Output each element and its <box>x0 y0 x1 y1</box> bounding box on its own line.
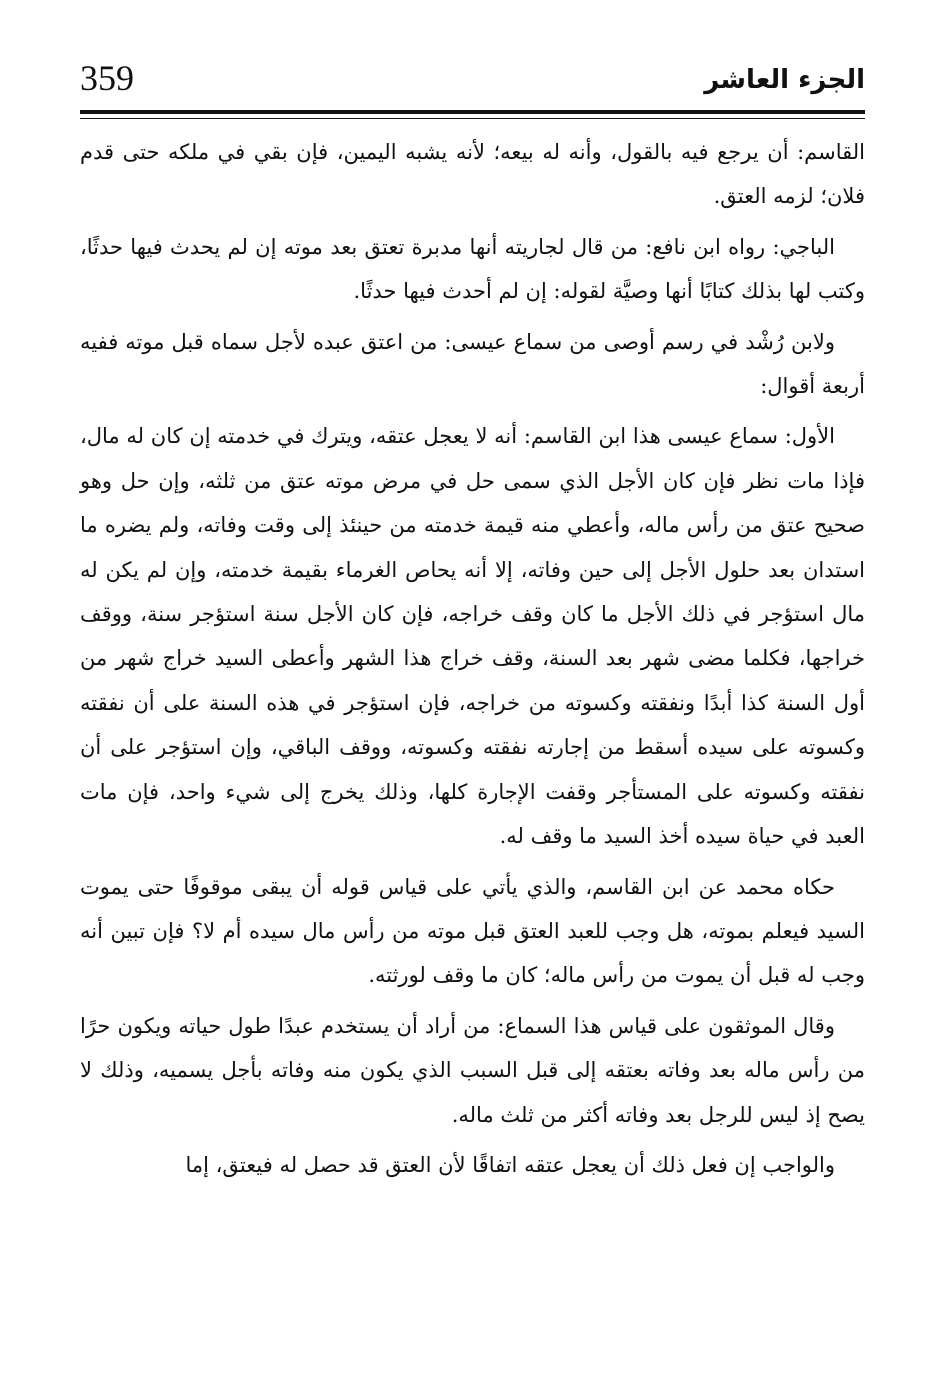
paragraph: الأول: سماع عيسى هذا ابن القاسم: أنه لا يعجل عتقه، ويترك في خدمته إن كان له مال، فإذا مات نظر فإن كان الأجل الذي سمى حل في مرض موته عتق من ثلثه، وإن حل وهو صحيح عتق من رأس ماله، وأعطي منه قيمة خدمته من حينئذ إلى وقت وفاته، ولم يضره ما استدان بعد حلول الأجل إلى حين وفاته، إلا أنه يحاص الغرماء بقيمة خدمته، وإن لم يكن له مال استؤجر في ذلك الأجل ما كان وقف خراجه، فإن كان الأجل سنة استؤجر سنة، ووقف خراجها، فكلما مضى شهر بعد السنة، وقف خراج هذا الشهر وأعطى السيد خراج شهر من أول السنة كذا أبدًا ونفقته وكسوته من خراجه، فإن استؤجر في هذه السنة على أن نفقته وكسوته على سيده أسقط من إجارته نفقته وكسوته، ووقف الباقي، وإن استؤجر على أن نفقته وكسوته على المستأجر وقفت الإجارة كلها، وذلك يخرج إلى شيء واحد، فإن مات العبد في حياة سيده أخذ السيد ما وقف له. <box>80 424 865 849</box>
paragraph: القاسم: أن يرجع فيه بالقول، وأنه له بيعه؛ لأنه يشبه اليمين، فإن بقي في ملكه حتى قدم فلان؛ لزمه العتق. <box>80 140 865 209</box>
paragraph: وقال الموثقون على قياس هذا السماع: من أراد أن يستخدم عبدًا طول حياته ويكون حرًا من رأس ماله بعد وفاته بعتقه إلى قبل السبب الذي يكون منه وفاته بأجل يسميه، وذلك لا يصح إذ ليس للرجل بعد وفاته أكثر من ثلث ماله. <box>80 1013 865 1127</box>
paragraph: الباجي: رواه ابن نافع: من قال لجاريته أنها مدبرة تعتق بعد موته إن لم يحدث فيها حدثًا، وكتب لها بذلك كتابًا أنها وصيَّة لقوله: إن لم أحدث فيها حدثًا. <box>80 234 865 304</box>
header-rule-thin <box>80 118 865 119</box>
paragraph: ولابن رُشْد في رسم أوصى من سماع عيسى: من اعتق عبده لأجل سماه قبل موته ففيه أربعة أقوال: <box>80 329 865 399</box>
header-rule-thick <box>80 110 865 114</box>
paragraph: حكاه محمد عن ابن القاسم، والذي يأتي على قياس قوله أن يبقى موقوفًا حتى يموت السيد فيعلم بموته، هل وجب للعبد العتق قبل موته من رأس مال سيده أم لا؟ فإن تبين أنه وجب له قبل أن يموت من رأس ماله؛ كان ما وقف لورثته. <box>80 874 865 988</box>
page-header <box>80 52 865 110</box>
running-title: الجزء العاشر <box>704 65 865 95</box>
paragraph: والواجب إن فعل ذلك أن يعجل عتقه اتفاقًا لأن العتق قد حصل له فيعتق، إما <box>185 1152 835 1177</box>
page-number: 359 <box>80 58 134 98</box>
body-text <box>80 130 865 1193</box>
